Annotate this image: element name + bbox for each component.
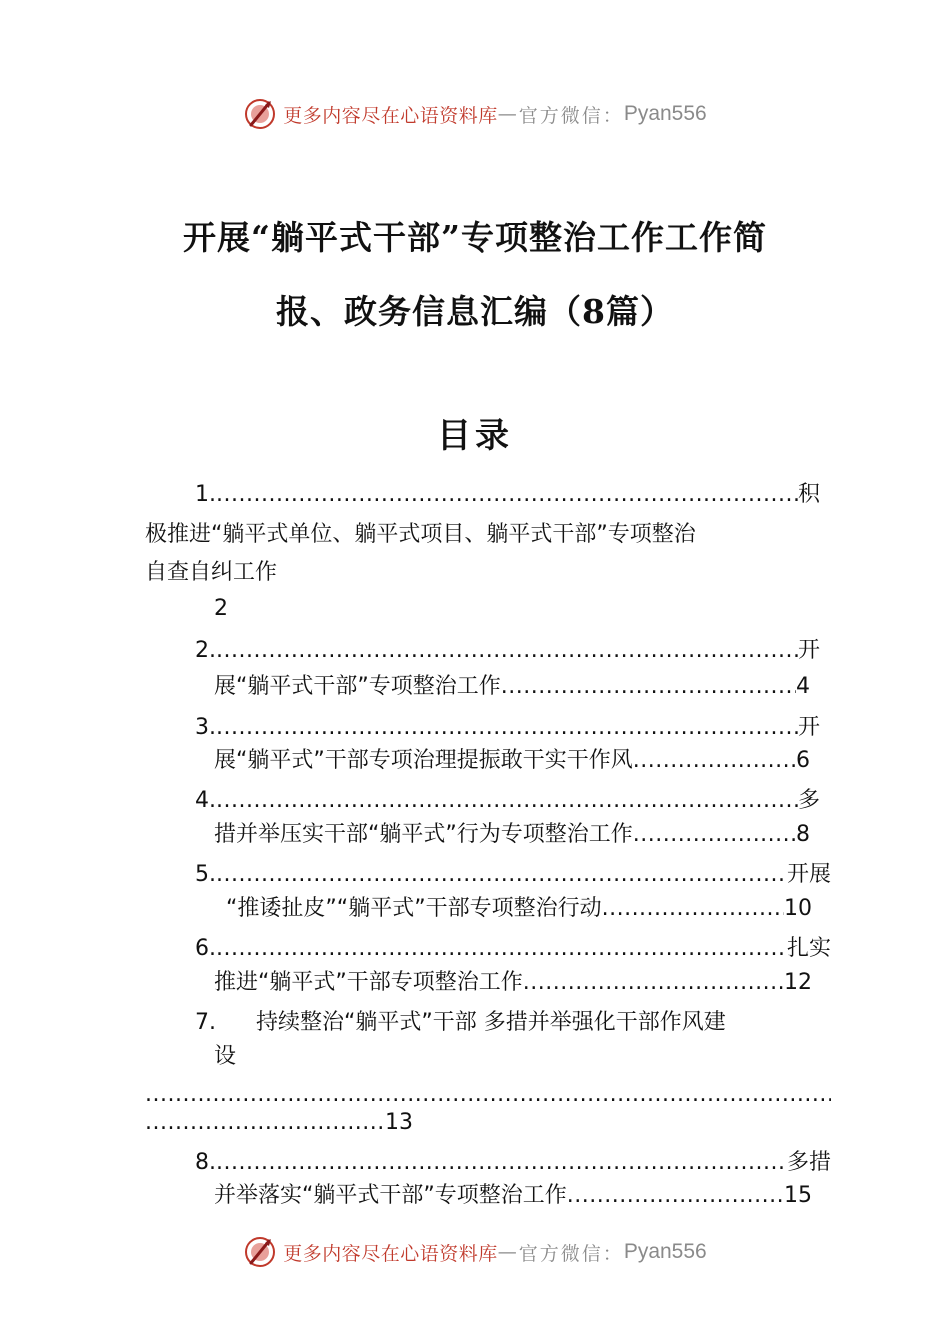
toc-number: 1. [195, 482, 216, 507]
toc-leader-dots [216, 860, 787, 890]
toc-title-line: 持续整治“躺平式”干部 多措并举强化干部作风建 [256, 1010, 726, 1035]
toc-leader-dots [216, 1148, 787, 1178]
toc-leader-dots [633, 820, 796, 850]
toc-title-start: 多 [797, 788, 820, 813]
toc-number: 5. [195, 862, 216, 887]
toc-title-start: 开 [797, 638, 820, 663]
toc-number: 8. [195, 1150, 216, 1175]
quill-seal-icon [243, 97, 277, 131]
brand-text: 更多内容尽在心语资料库 [283, 1242, 498, 1265]
toc-title-line: 展“躺平式干部”专项整治工作 [214, 674, 501, 699]
toc-number: 4. [195, 788, 216, 813]
toc-title-line: 推进“躺平式”干部专项整治工作 [214, 970, 523, 995]
toc-leader-dots [216, 713, 798, 743]
toc-title-start: 积 [797, 482, 820, 507]
footer-watermark-banner [0, 1232, 950, 1272]
toc-page-number: 15 [784, 1183, 812, 1208]
wechat-id: Pyan556 [623, 102, 707, 125]
toc-leader-dots [145, 1108, 385, 1138]
toc-number: 6. [195, 936, 216, 961]
toc-leader-dots [633, 746, 796, 776]
toc-title-start: 开 [797, 715, 820, 740]
toc-number: 7. [195, 1010, 216, 1035]
toc-page-number: 13 [385, 1110, 413, 1135]
wechat-id: Pyan556 [623, 1240, 707, 1263]
toc-page-number: 12 [784, 970, 812, 995]
wechat-label: 官方微信： [518, 1242, 624, 1265]
banner-dash: — [497, 103, 519, 125]
toc-title-start: 开展 [786, 862, 831, 887]
quill-seal-icon [243, 1235, 277, 1269]
toc-page-number: 8 [796, 822, 810, 847]
document-title-line-1: 开展“躺平式干部”专项整治工作工作简 [183, 218, 767, 257]
toc-leader-dots [501, 672, 796, 702]
toc-page-number: 10 [784, 896, 812, 921]
toc-leader-dots [216, 786, 798, 816]
document-title-line-2: 报、政务信息汇编（8篇） [276, 292, 674, 331]
toc-title-line: 展“躺平式”干部专项治理提振敢干实干作风 [214, 748, 633, 773]
toc-leader-dots [523, 968, 784, 998]
toc-leader-dots [216, 480, 798, 510]
toc-heading: 目录 [437, 416, 513, 456]
toc-number: 3. [195, 715, 216, 740]
toc-title-start: 多措 [786, 1150, 831, 1175]
toc-title-line: 极推进“躺平式单位、躺平式项目、躺平式干部”专项整治 [145, 522, 696, 547]
banner-dash: — [497, 1241, 519, 1263]
toc-title-line: 自查自纠工作 [145, 560, 278, 585]
toc-leader-dots [602, 894, 784, 924]
brand-text: 更多内容尽在心语资料库 [283, 104, 498, 127]
toc-page-number: 6 [796, 748, 810, 773]
toc-leader-dots [145, 1080, 831, 1110]
toc-page-number: 4 [796, 674, 810, 699]
toc-title-line: 设 [214, 1044, 237, 1069]
toc-title-line: 措并举压实干部“躺平式”行为专项整治工作 [214, 822, 633, 847]
toc-page-number: 2 [214, 596, 228, 621]
toc-leader-dots [216, 934, 787, 964]
toc-leader-dots [567, 1181, 784, 1211]
toc-number: 2. [195, 638, 216, 663]
wechat-label: 官方微信： [518, 104, 624, 127]
toc-title-start: 扎实 [786, 936, 831, 961]
header-watermark-banner [0, 94, 950, 134]
toc-title-line: 并举落实“躺平式干部”专项整治工作 [214, 1183, 567, 1208]
toc-leader-dots [216, 636, 798, 666]
toc-title-line: “推诿扯皮”“躺平式”干部专项整治行动 [226, 896, 602, 921]
